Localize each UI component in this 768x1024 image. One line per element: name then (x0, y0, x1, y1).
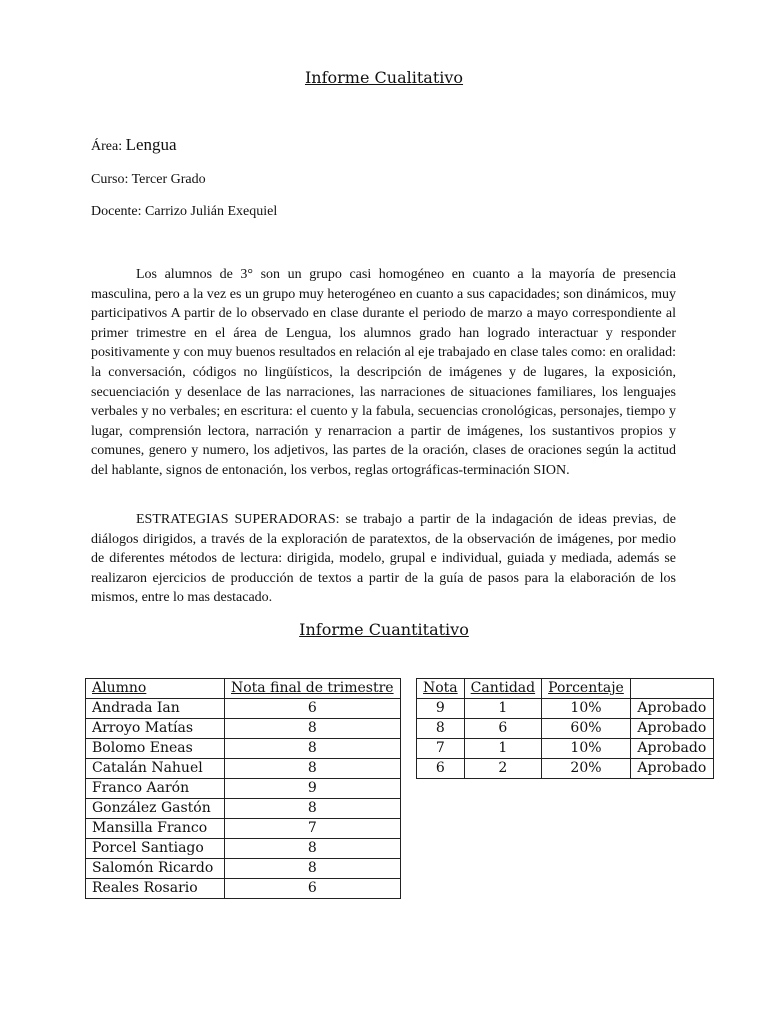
paragraph-estrategias: ESTRATEGIAS SUPERADORAS: se trabajo a partir de la indagación de ideas previas, de diálogos dirigidos, a través de la exploración de paratextos, de la observación de imágenes, por medio de diferentes métodos de lectura: dirigida, modelo, grupal e individual, guiada y mediada, además se realizaron ejercicios de producción de textos a partir de la guía de pasos para la elaboración de los mismos, entre lo mas destacado. (91, 512, 676, 606)
table-row (86, 879, 401, 899)
header-porcentaje: Porcentaje (548, 680, 624, 696)
student-name: Catalán Nahuel (86, 759, 225, 779)
summary-nota: 8 (417, 719, 465, 739)
header-cantidad: Cantidad (470, 680, 536, 696)
table-row (417, 759, 714, 779)
summary-porcentaje: 10% (542, 739, 631, 759)
student-grade: 6 (225, 699, 401, 719)
title-informe-cuantitativo: Informe Cuantitativo (299, 620, 469, 639)
student-name: Andrada Ian (86, 699, 225, 719)
header-nota-final: Nota final de trimestre (231, 680, 394, 696)
table-row (86, 759, 401, 779)
table-row (417, 739, 714, 759)
area-value: Lengua (125, 135, 177, 154)
paragraph-observaciones: Los alumnos de 3° son un grupo casi homogéneo en cuanto a la mayoría de presencia masculina, pero a la vez es un grupo muy heterogéneo en cuanto a sus capacidades; son dinámicos, muy participativos A partir de lo observado en clase durante el periodo de marzo a mayo correspondiente al primer trimestre en el área de Lengua, los alumnos grado han logrado interactuar y responder positivamente y con muy buenos resultados en relación al eje trabajado en clase tales como: en oralidad: la conversación, códigos no lingüísticos, la descripción de imágenes y de lugares, la exposición, secuenciación y desenlace de las narraciones, las narraciones de situaciones familiares, los lenguajes verbales y no verbales; en escritura: el cuento y la fabula, secuencias cronológicas, personajes, tiempo y lugar, comprensión lectora, narración y renarracion a partir de imágenes, los sustantivos propios y comunes, genero y numero, los adjetivos, las partes de la oración, clases de oraciones según la actitud del hablante, signos de entonación, los verbos, reglas ortográficas-terminación SION. (91, 267, 676, 478)
summary-nota: 6 (417, 759, 465, 779)
summary-status: Aprobado (630, 759, 713, 779)
table-row (86, 739, 401, 759)
student-name: Salomón Ricardo (86, 859, 225, 879)
summary-nota: 9 (417, 699, 465, 719)
summary-cantidad: 1 (464, 739, 541, 759)
docente-line: Docente: Carrizo Julián Exequiel (91, 204, 278, 219)
table-row (86, 719, 401, 739)
table-row (86, 699, 401, 719)
summary-cantidad: 6 (464, 719, 541, 739)
student-grade: 8 (225, 799, 401, 819)
student-name: Porcel Santiago (86, 839, 225, 859)
table-row (86, 779, 401, 799)
table-header-row (417, 679, 714, 699)
table-row (417, 719, 714, 739)
student-grade: 9 (225, 779, 401, 799)
student-grade: 8 (225, 859, 401, 879)
summary-nota: 7 (417, 739, 465, 759)
summary-status: Aprobado (630, 719, 713, 739)
area-label: Área: (91, 139, 123, 154)
header-empty (630, 679, 713, 699)
summary-porcentaje: 60% (542, 719, 631, 739)
title-informe-cualitativo: Informe Cualitativo (304, 68, 464, 87)
curso-line: Curso: Tercer Grado (91, 172, 206, 187)
area-line (91, 135, 177, 155)
student-name: Franco Aarón (86, 779, 225, 799)
table-row (86, 819, 401, 839)
table-row (86, 859, 401, 879)
student-name: González Gastón (86, 799, 225, 819)
header-nota: Nota (423, 680, 458, 696)
header-alumno: Alumno (92, 680, 147, 696)
summary-porcentaje: 10% (542, 699, 631, 719)
students-grades-table (85, 678, 401, 899)
grades-summary-table (416, 678, 714, 779)
student-grade: 8 (225, 839, 401, 859)
student-name: Arroyo Matías (86, 719, 225, 739)
student-grade: 8 (225, 759, 401, 779)
student-grade: 6 (225, 879, 401, 899)
summary-status: Aprobado (630, 699, 713, 719)
student-name: Bolomo Eneas (86, 739, 225, 759)
student-grade: 8 (225, 739, 401, 759)
table-row (417, 699, 714, 719)
summary-porcentaje: 20% (542, 759, 631, 779)
student-name: Reales Rosario (86, 879, 225, 899)
table-header-row (86, 679, 401, 699)
summary-cantidad: 2 (464, 759, 541, 779)
table-row (86, 839, 401, 859)
table-row (86, 799, 401, 819)
summary-status: Aprobado (630, 739, 713, 759)
student-grade: 8 (225, 719, 401, 739)
student-grade: 7 (225, 819, 401, 839)
summary-cantidad: 1 (464, 699, 541, 719)
student-name: Mansilla Franco (86, 819, 225, 839)
